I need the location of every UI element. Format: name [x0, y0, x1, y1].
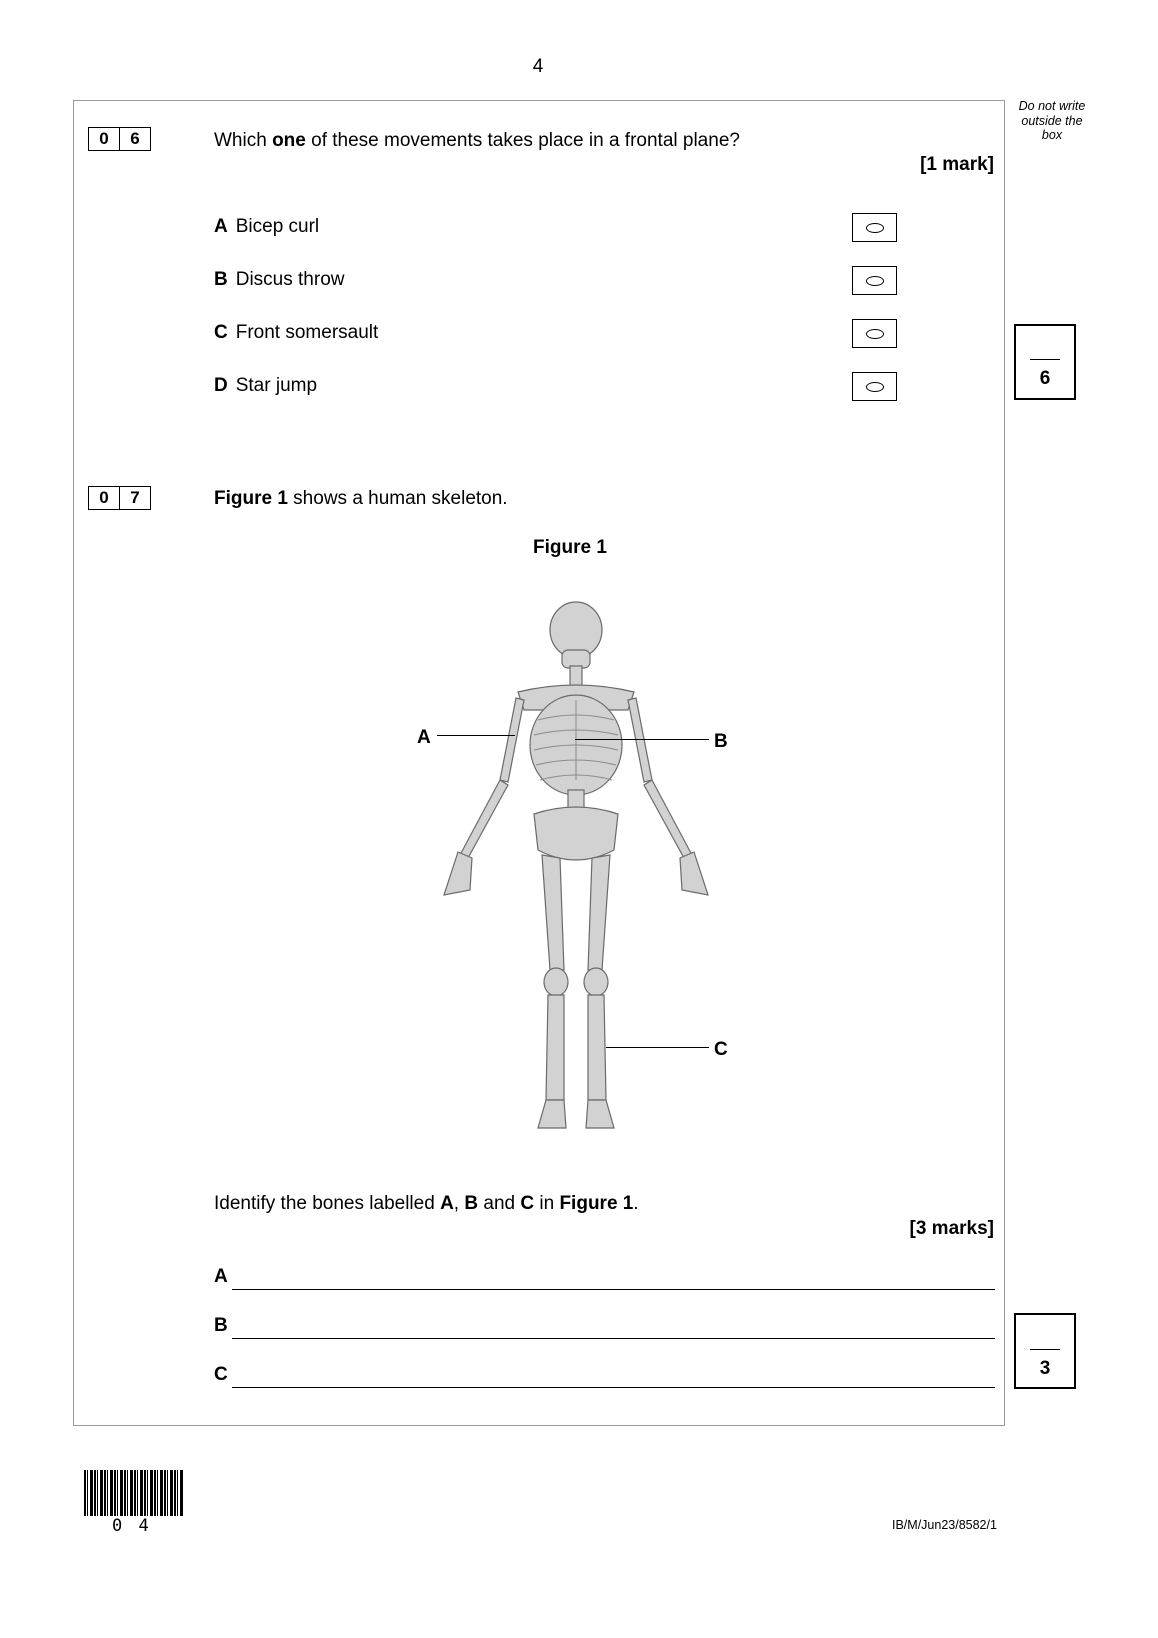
figure-title: Figure 1	[533, 537, 607, 558]
text: Identify the bones labelled	[214, 1193, 441, 1214]
q7-prompt	[214, 1193, 639, 1215]
barcode-number: 0 4	[112, 1516, 152, 1536]
figure-label-b: B	[714, 731, 728, 752]
option-label: Bicep curl	[235, 216, 320, 237]
question-number-06	[88, 127, 151, 151]
label-b-leader	[575, 739, 709, 740]
digit: 0	[99, 129, 109, 148]
barcode	[84, 1470, 184, 1516]
q6-marks: [1 mark]	[920, 154, 994, 175]
q7-intro	[214, 488, 508, 510]
option-a	[214, 216, 319, 238]
answer-label-b: B	[214, 1315, 228, 1336]
text: ,	[453, 1193, 465, 1214]
text: one	[272, 130, 306, 151]
figure-label-c: C	[714, 1039, 728, 1060]
text: and	[478, 1193, 521, 1214]
q6-score-box[interactable]	[1014, 324, 1076, 400]
skeleton-figure	[400, 600, 740, 1140]
score-total: 6	[1039, 368, 1051, 389]
option-c	[214, 322, 378, 344]
option-label: Discus throw	[235, 269, 345, 290]
q6-question	[214, 130, 740, 152]
answer-line-c[interactable]	[232, 1386, 995, 1388]
figure-label-a: A	[417, 727, 431, 748]
digit: 7	[119, 487, 150, 509]
text: Figure 1	[214, 488, 288, 509]
q7-marks: [3 marks]	[909, 1218, 994, 1239]
margin-note: Do not write outside the box	[1018, 99, 1086, 142]
text: C	[520, 1193, 535, 1214]
answer-line-a[interactable]	[232, 1288, 995, 1290]
option-label: Front somersault	[235, 322, 379, 343]
label-a-leader	[437, 735, 515, 736]
option-b	[214, 269, 344, 291]
text: A	[440, 1193, 454, 1214]
option-letter: B	[214, 269, 228, 290]
option-d	[214, 375, 317, 397]
option-b-bubble[interactable]	[852, 266, 897, 295]
answer-line-b[interactable]	[232, 1337, 995, 1339]
option-letter: A	[214, 216, 228, 237]
page-number: 4	[532, 56, 544, 77]
label-c-leader	[606, 1047, 709, 1048]
option-c-bubble[interactable]	[852, 319, 897, 348]
option-letter: D	[214, 375, 228, 396]
option-label: Star jump	[235, 375, 318, 396]
digit: 6	[119, 128, 150, 150]
text: shows a human skeleton.	[287, 488, 508, 509]
answer-label-a: A	[214, 1266, 228, 1287]
text: .	[633, 1193, 639, 1214]
option-d-bubble[interactable]	[852, 372, 897, 401]
text: in	[534, 1193, 560, 1214]
question-number-07	[88, 486, 151, 510]
text: Figure 1	[559, 1193, 634, 1214]
text: of these movements takes place in a frontal plane?	[305, 130, 740, 151]
answer-label-c: C	[214, 1364, 228, 1385]
option-a-bubble[interactable]	[852, 213, 897, 242]
option-letter: C	[214, 322, 228, 343]
paper-code: IB/M/Jun23/8582/1	[892, 1518, 997, 1532]
q7-score-box[interactable]	[1014, 1313, 1076, 1389]
text: B	[464, 1193, 479, 1214]
digit: 0	[99, 488, 109, 507]
score-total: 3	[1039, 1358, 1051, 1379]
text: Which	[214, 130, 273, 151]
